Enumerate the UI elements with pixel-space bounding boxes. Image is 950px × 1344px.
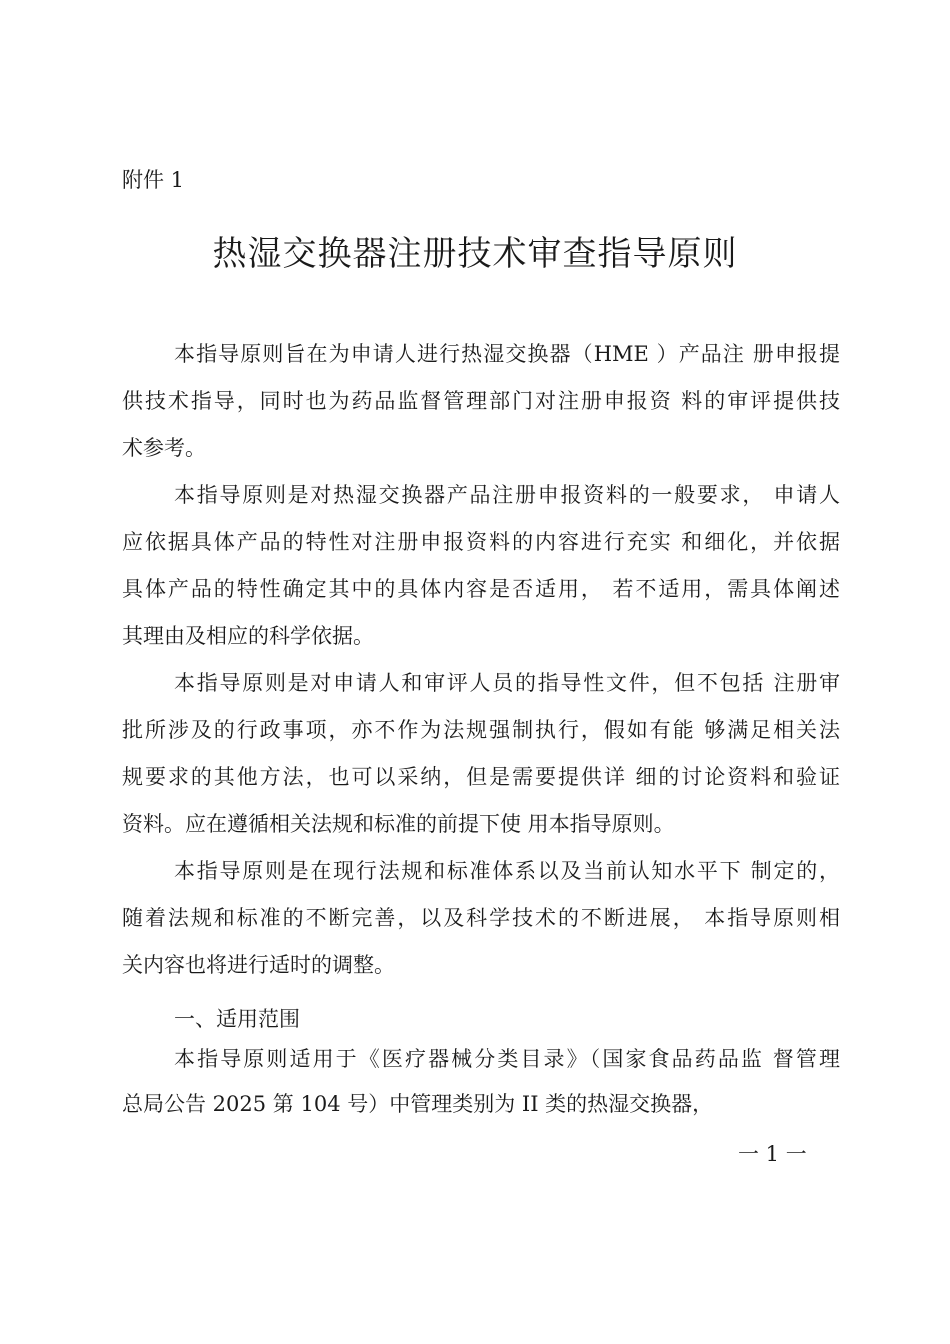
paragraph-line: 本指导原则是对热湿交换器产品注册申报资料的一般要求， 申请人	[174, 483, 840, 507]
section-heading: 一、适用范围	[174, 1007, 300, 1031]
paragraph-line: 具体产品的特性确定其中的具体内容是否适用， 若不适用，需具体阐述	[122, 577, 840, 601]
paragraph-line: 本指导原则适用于《医疗器械分类目录》（国家食品药品监 督管理	[174, 1047, 840, 1071]
paragraph-line: 本指导原则是在现行法规和标准体系以及当前认知水平下 制定的，	[174, 859, 840, 883]
paragraph-line: 随着法规和标准的不断完善，以及科学技术的不断进展， 本指导原则相	[122, 906, 840, 930]
paragraph-line: 规要求的其他方法，也可以采纳，但是需要提供详 细的讨论资料和验证	[122, 765, 840, 789]
paragraph-line: 术参考。	[122, 436, 206, 460]
paragraph-line: 批所涉及的行政事项，亦不作为法规强制执行，假如有能 够满足相关法	[122, 718, 840, 742]
paragraph-line: 资料。应在遵循相关法规和标准的前提下使 用本指导原则。	[122, 812, 675, 836]
document-title: 热湿交换器注册技术审查指导原则	[212, 234, 738, 274]
paragraph-line: 本指导原则旨在为申请人进行热湿交换器（HME ）产品注 册申报提	[174, 342, 840, 366]
attachment-label: 附件 1	[122, 168, 185, 192]
paragraph-line: 供技术指导，同时也为药品监督管理部门对注册申报资 料的审评提供技	[122, 389, 840, 413]
paragraph-line: 本指导原则是对申请人和审评人员的指导性文件，但不包括 注册审	[174, 671, 840, 695]
paragraph-line: 总局公告 2025 第 104 号）中管理类别为 II 类的热湿交换器，	[122, 1092, 714, 1116]
paragraph-line: 应依据具体产品的特性对注册申报资料的内容进行充实 和细化，并依据	[122, 530, 840, 554]
page-number: 一 1 一	[738, 1142, 807, 1166]
paragraph-line: 关内容也将进行适时的调整。	[122, 953, 395, 977]
paragraph-line: 其理由及相应的科学依据。	[122, 624, 374, 648]
